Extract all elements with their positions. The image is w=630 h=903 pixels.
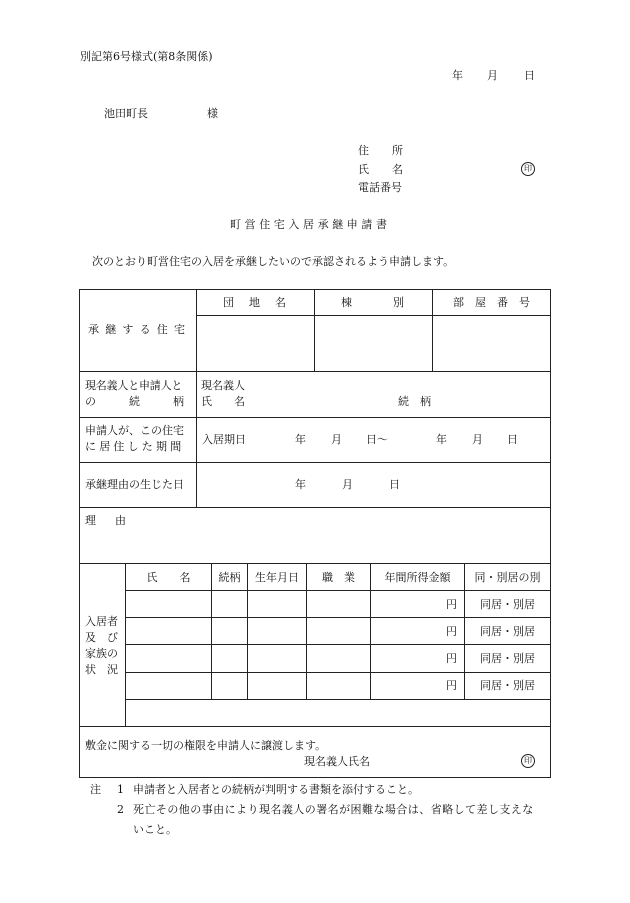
addressee: 池田町長 — [104, 107, 148, 120]
family-label-line1: 入居者 — [85, 615, 118, 628]
deposit-transfer-statement: 敷金に関する一切の権限を申請人に譲渡します。 — [85, 739, 327, 752]
period-end-year: 年 — [436, 433, 447, 446]
date-day-label: 日 — [524, 69, 535, 82]
honorific: 様 — [207, 107, 218, 120]
residence-status: 同居・別居 — [480, 679, 535, 692]
residence-status: 同居・別居 — [480, 652, 535, 665]
holder-seal-mark: 印 — [521, 754, 535, 768]
note-1-number: 1 — [117, 783, 124, 796]
name-label: 氏 名 — [358, 163, 409, 176]
address-label: 住 所 — [358, 144, 409, 157]
family-label-line4: 状 況 — [85, 663, 118, 676]
date-month-label: 月 — [487, 69, 498, 82]
family-header-birthdate: 生年月日 — [255, 571, 299, 584]
form-number-label: 別記第6号様式(第8条関係) — [80, 50, 213, 63]
current-holder-label: 現名義人 — [201, 379, 245, 392]
family-label-line3: 家族の — [85, 647, 118, 660]
reason-date-label: 承継理由の生じた日 — [85, 478, 184, 491]
family-header-residence: 同・別居の別 — [474, 571, 541, 584]
document-title: 町営住宅入居承継申請書 — [230, 218, 391, 231]
reason-label: 理 由 — [85, 514, 130, 527]
family-header-income: 年間所得金額 — [384, 571, 451, 584]
complex-name-header: 団 地 名 — [223, 296, 288, 309]
period-label-line1: 申請人が、この住宅 — [85, 424, 184, 437]
reason-date-year: 年 — [295, 478, 306, 491]
building-header: 棟 別 — [341, 296, 406, 309]
period-end-month: 月 — [472, 433, 483, 446]
period-label-line2: に居住した期間 — [85, 440, 185, 453]
family-label-line2: 及 び — [85, 631, 118, 644]
note-2-text-line1: 死亡その他の事由により現名義人の署名が困難な場合は、省略して差し支えな — [133, 803, 534, 816]
income-yen-unit: 円 — [446, 598, 457, 611]
holder-signature-label: 現名義人氏名 — [304, 755, 370, 768]
income-yen-unit: 円 — [446, 679, 457, 692]
note-2-text-line2: いこと。 — [133, 823, 177, 836]
applicant-seal-mark: 印 — [521, 162, 535, 176]
income-yen-unit: 円 — [446, 652, 457, 665]
period-start-day: 日〜 — [366, 433, 388, 446]
date-year-label: 年 — [452, 69, 463, 82]
relation-label-line1: 現名義人と申請人と — [85, 379, 183, 392]
period-start-year: 年 — [295, 433, 306, 446]
notes-label: 注 — [90, 783, 101, 796]
period-start-month: 月 — [331, 433, 342, 446]
income-yen-unit: 円 — [446, 625, 457, 638]
holder-relation-label: 続 柄 — [398, 395, 431, 408]
residence-status: 同居・別居 — [480, 598, 535, 611]
room-number-header: 部 屋 番 号 — [453, 296, 530, 309]
residence-status: 同居・別居 — [480, 625, 535, 638]
reason-date-day: 日 — [389, 478, 400, 491]
family-header-relation: 続柄 — [218, 571, 241, 584]
phone-label: 電話番号 — [358, 181, 402, 194]
holder-name-label: 氏 名 — [201, 395, 245, 408]
relation-label-line2: の 続 柄 — [85, 395, 184, 408]
note-2-number: 2 — [117, 803, 124, 816]
application-statement: 次のとおり町営住宅の入居を承継したいので承認されるよう申請します。 — [92, 255, 455, 268]
period-end-day: 日 — [507, 433, 518, 446]
family-header-name: 氏 名 — [146, 571, 191, 584]
move-in-date-label: 入居期日 — [202, 433, 246, 446]
reason-date-month: 月 — [342, 478, 353, 491]
note-1-text: 申請者と入居者との続柄が判明する書類を添付すること。 — [133, 783, 419, 796]
housing-label: 承継する住宅 — [88, 323, 192, 336]
family-header-occupation: 職 業 — [322, 571, 355, 584]
